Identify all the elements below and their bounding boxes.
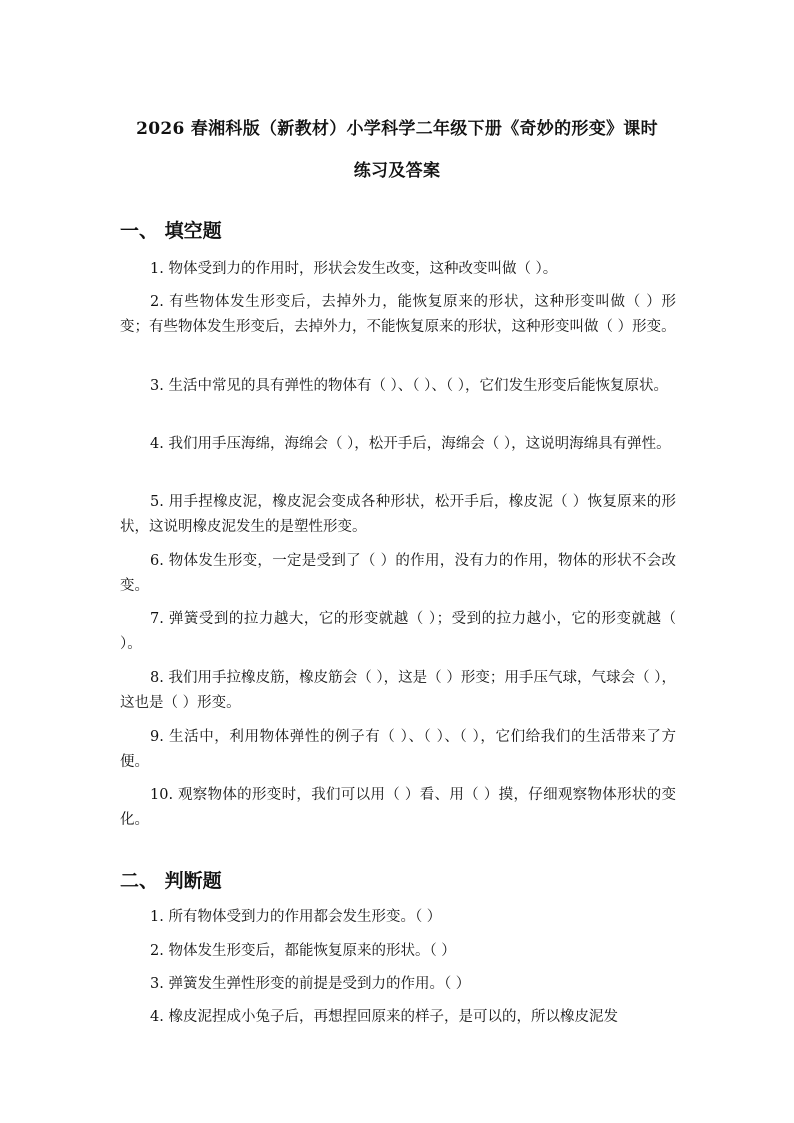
document-title-line2: 练习及答案 bbox=[353, 161, 441, 181]
true-false-question-3: 3. 弹簧发生弹性形变的前提是受到力的作用。（ ） bbox=[150, 976, 471, 992]
fill-blank-question-1: 1. 物体受到力的作用时，形状会发生改变，这种改变叫做（ ）。 bbox=[150, 261, 558, 277]
fill-blank-question-3: 3. 生活中常见的具有弹性的物体有（ ）、（ ）、（ ），它们发生形变后能恢复原状。 bbox=[150, 378, 669, 394]
true-false-question-1: 1. 所有物体受到力的作用都会发生形变。（ ） bbox=[150, 909, 442, 925]
fill-blank-question-6: 6. 物体发生形变，一定是受到了（ ）的作用，没有力的作用，物体的形状不会改变。 bbox=[120, 553, 676, 594]
fill-blank-question-8: 8. 我们用手拉橡皮筋，橡皮筋会（ ），这是（ ）形变；用手压气球，气球会（ ），这也是（ ）形变。 bbox=[120, 670, 676, 711]
fill-blank-question-5: 5. 用手捏橡皮泥，橡皮泥会变成各种形状，松开手后，橡皮泥（ ）恢复原来的形状，这说明橡皮泥发生的是塑性形变。 bbox=[120, 494, 676, 535]
section-heading-fill-blank: 一、 填空题 bbox=[120, 220, 222, 242]
fill-blank-question-7: 7. 弹簧受到的拉力越大，它的形变就越（ ）；受到的拉力越小，它的形变就越（ ）。 bbox=[120, 611, 676, 652]
fill-blank-question-4: 4. 我们用手压海绵，海绵会（ ），松开手后，海绵会（ ），这说明海绵具有弹性。 bbox=[150, 436, 671, 452]
true-false-question-4: 4. 橡皮泥捏成小兔子后，再想捏回原来的样子，是可以的，所以橡皮泥发 bbox=[150, 1009, 618, 1025]
document-title-line1: 2026 春湘科版（新教材）小学科学二年级下册《奇妙的形变》课时 bbox=[136, 119, 658, 139]
true-false-question-2: 2. 物体发生形变后，都能恢复原来的形状。（ ） bbox=[150, 943, 456, 959]
section-heading-true-false: 二、 判断题 bbox=[120, 870, 222, 892]
fill-blank-question-10: 10. 观察物体的形变时，我们可以用（ ）看、用（ ）摸，仔细观察物体形状的变化。 bbox=[120, 787, 676, 828]
fill-blank-question-9: 9. 生活中，利用物体弹性的例子有（ ）、（ ）、（ ），它们给我们的生活带来了方便。 bbox=[120, 729, 676, 770]
fill-blank-question-2: 2. 有些物体发生形变后，去掉外力，能恢复原来的形状，这种形变叫做（ ）形变；有些物体发生形变后，去掉外力，不能恢复原来的形状，这种形变叫做（ ）形变。 bbox=[120, 294, 676, 335]
